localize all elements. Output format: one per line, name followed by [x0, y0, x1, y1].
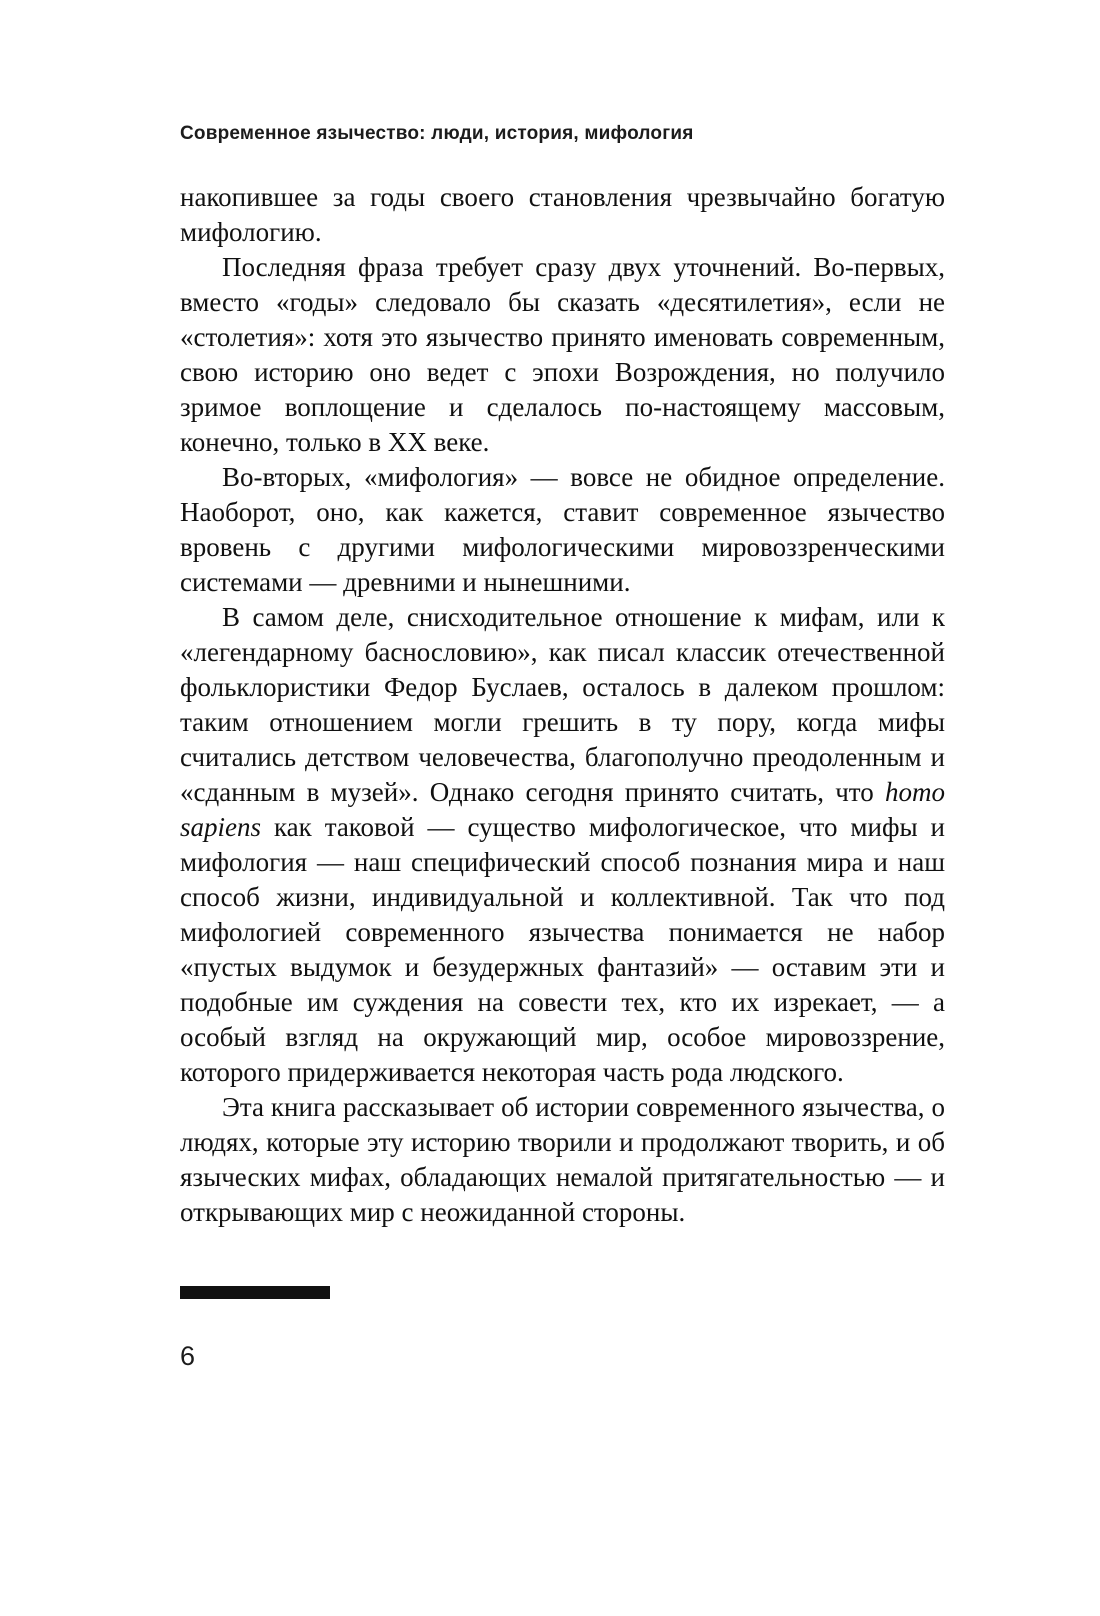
page-number: 6 [180, 1341, 196, 1371]
paragraph: накопившее за годы своего становления чрезвычайно богатую мифологию. [180, 182, 945, 247]
page-header [180, 122, 945, 146]
divider-rule [180, 1286, 330, 1299]
paragraph-text: как таковой — существо мифологическое, что мифы и мифология — наш специфический способ познания мира и наш способ жизни, индивидуальной и коллективной. Так что под мифологией современного язычества понимается не набор «пустых выдумок и безудержных фантазий» — оставим эти и подобные им суждения на совести тех, кто их изрекает, — а особый взгляд на окружающий мир, особое мировоззрение, которого придерживается некоторая часть рода людского. [180, 812, 945, 1087]
paragraph: Во-вторых, «мифология» — вовсе не обидное определение. Наоборот, оно, как кажется, ставит современное язычество вровень с другими мифологическими мировоззренческими системами — древними и нынешними. [180, 462, 945, 597]
body-text [180, 180, 945, 1230]
paragraph [180, 600, 945, 1090]
running-title: Современное язычество: люди, история, мифология [180, 123, 694, 144]
paragraph-text: В самом деле, снисходительное отношение к мифам, или к «легендарному баснословию», как писал классик отечественной фольклористики Федор Буслаев, осталось в далеком прошлом: таким отношением могли грешить в ту пору, когда мифы считались детством человечества, благополучно преодоленным и «сданным в музей». Однако сегодня принято считать, что [180, 602, 945, 807]
paragraph: Последняя фраза требует сразу двух уточнений. Во-первых, вместо «годы» следовало бы сказать «десятилетия», если не «столетия»: хотя это язычество принято именовать современным, свою историю оно ведет с эпохи Возрождения, но получило зримое воплощение и сделалось по-настоящему массовым, конечно, только в XX веке. [180, 252, 945, 457]
italic-term: homo sapiens [180, 777, 945, 842]
paragraph: Эта книга рассказывает об истории современного язычества, о людях, которые эту историю творили и продолжают творить, и об языческих мифах, обладающих немалой притягательностью — и открывающих мир с неожиданной стороны. [180, 1092, 945, 1227]
